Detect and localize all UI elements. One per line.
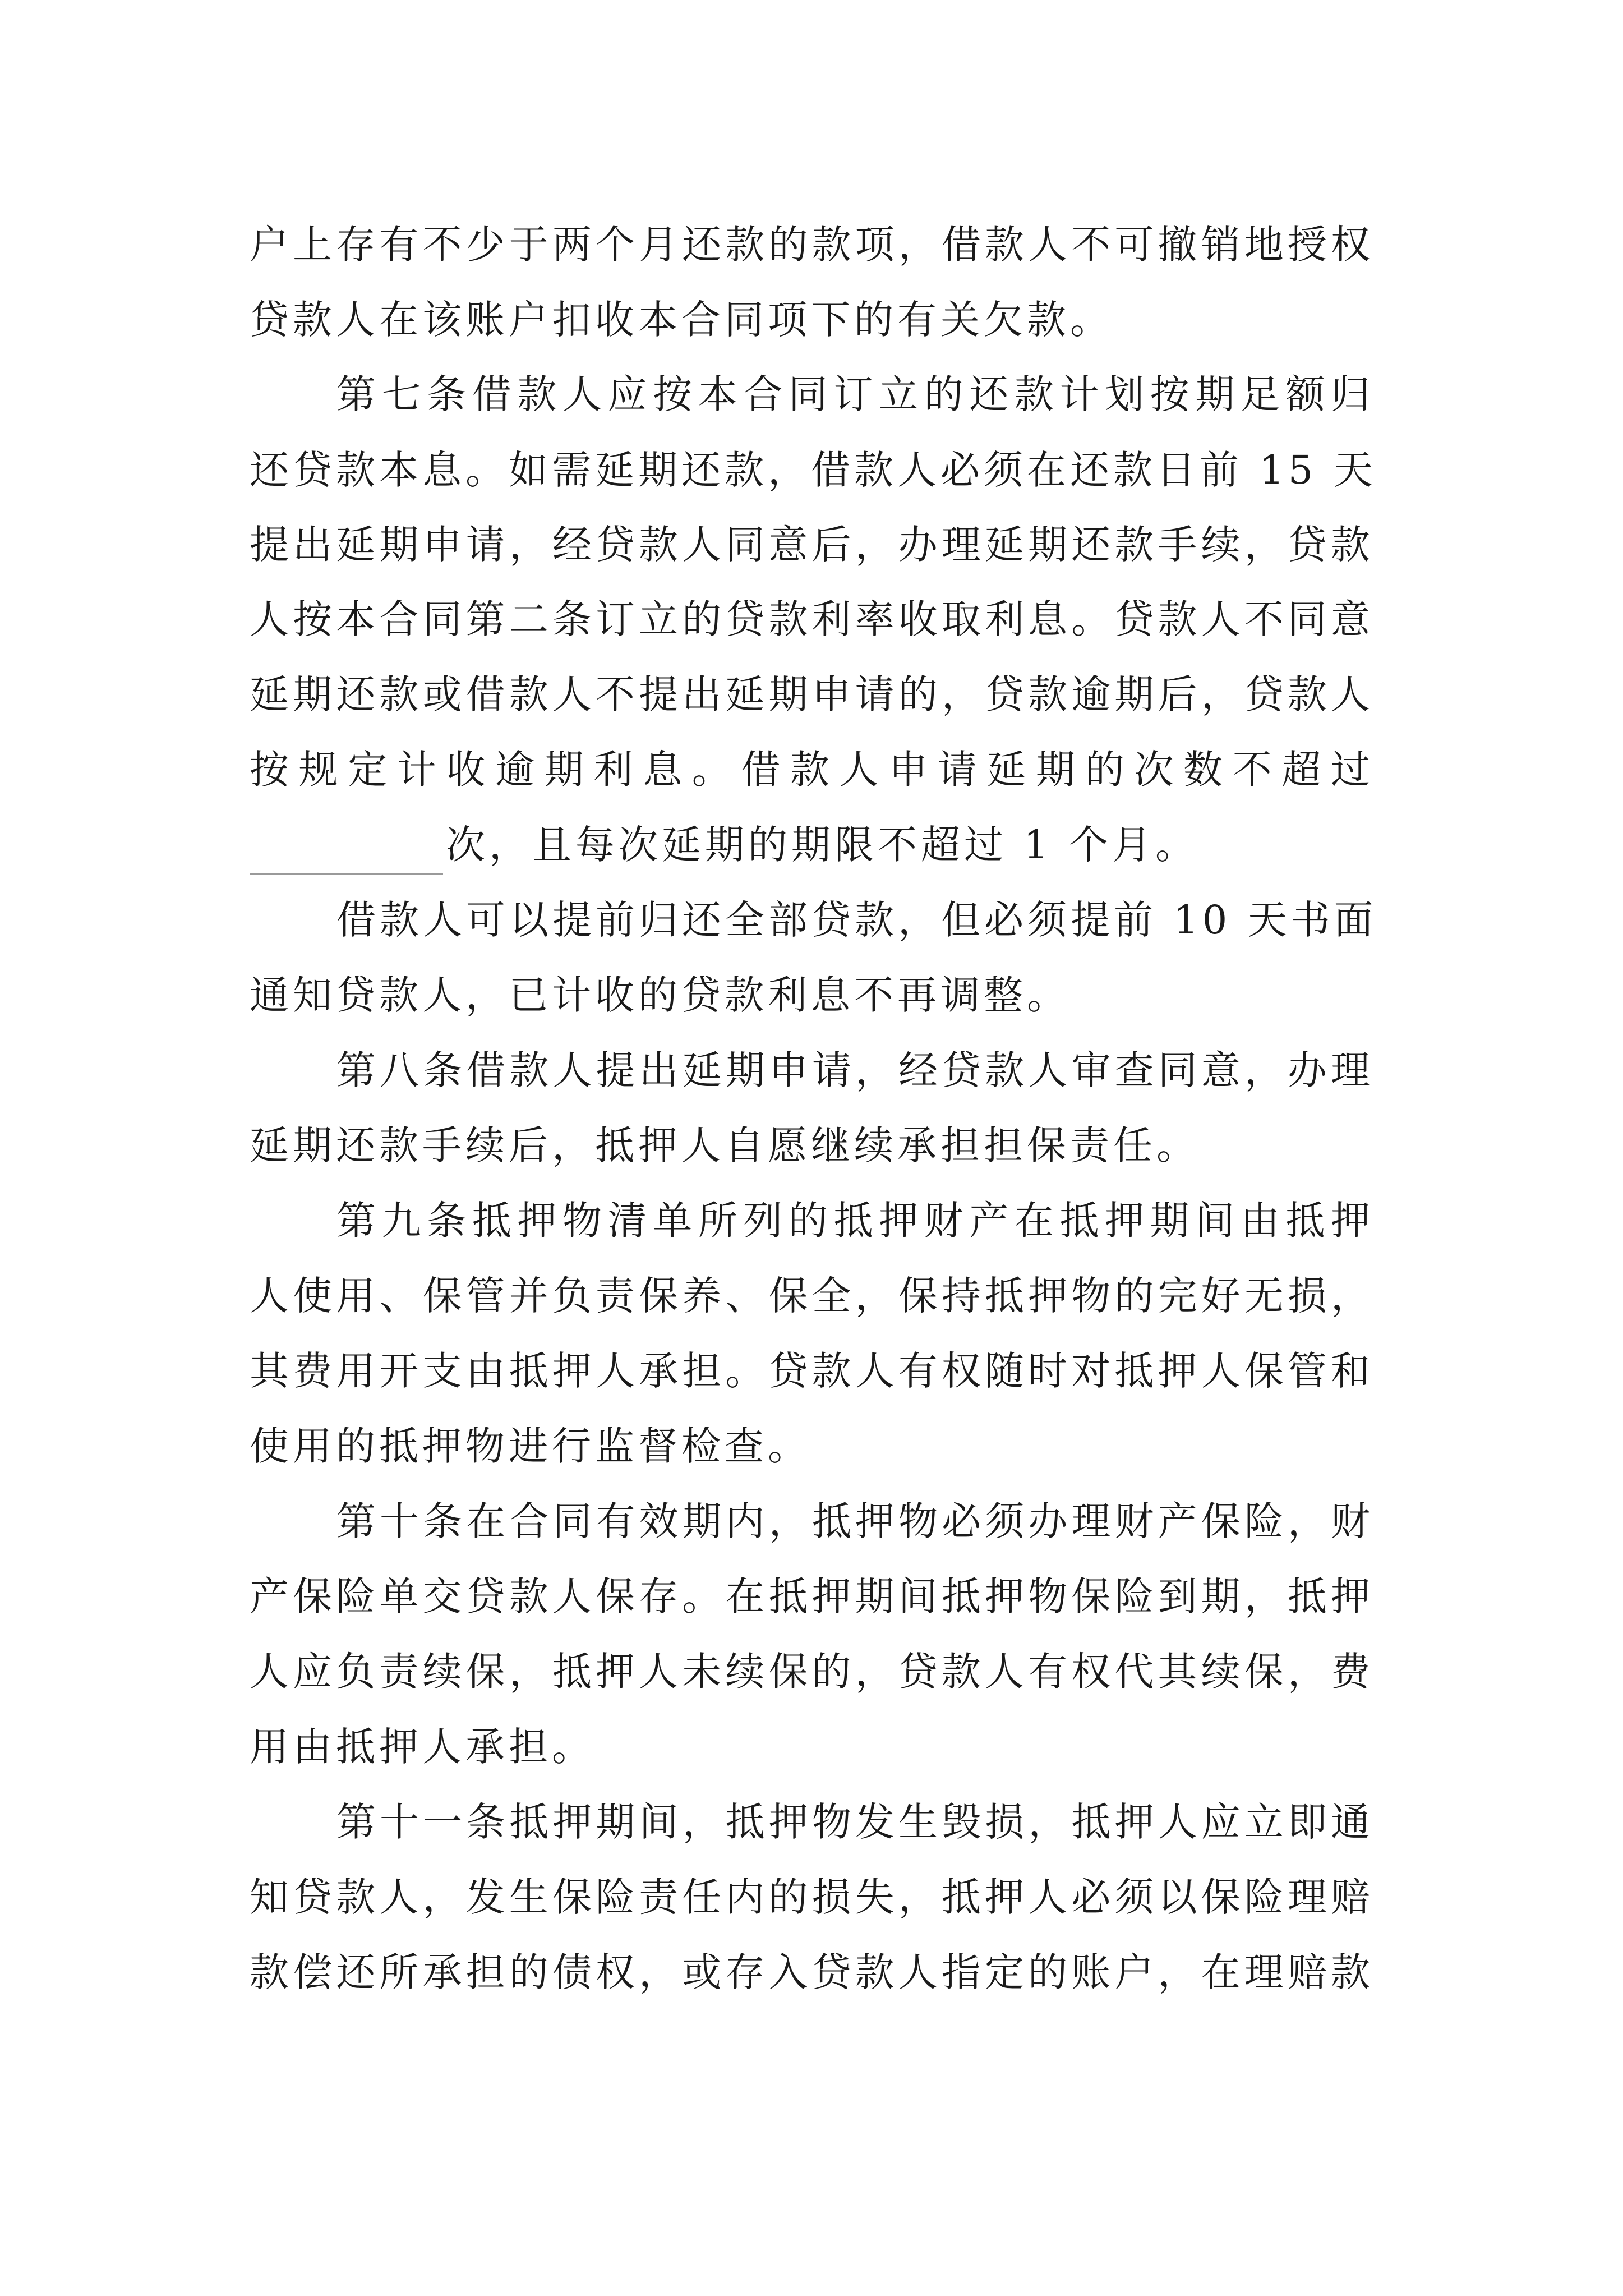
paragraph-first-line: 第七条借款人应按本合同订立的还款计划按期足额归 — [336, 371, 1374, 417]
text-line: 用由抵押人承担。 — [250, 1724, 595, 1770]
paragraph-first-line: 第十条在合同有效期内，抵押物必须办理财产保险，财 — [336, 1498, 1374, 1544]
text-line: 通知贷款人，已计收的贷款利息不再调整。 — [250, 972, 1070, 1018]
paragraph-first-line: 第十一条抵押期间，抵押物发生毁损，抵押人应立即通 — [336, 1799, 1374, 1845]
text-line: 其费用开支由抵押人承担。贷款人有权随时对抵押人保管和 — [250, 1348, 1374, 1394]
text-line: 人使用、保管并负责保养、保全，保持抵押物的完好无损， — [250, 1273, 1374, 1319]
text-line: 延期还款手续后，抵押人自愿继续承担担保责任。 — [250, 1122, 1200, 1168]
paragraph-first-line: 借款人可以提前归还全部贷款，但必须提前 10 天书面 — [336, 897, 1377, 943]
paragraph-first-line: 第八条借款人提出延期申请，经贷款人审查同意，办理 — [336, 1047, 1374, 1093]
paragraph-first-line: 第九条抵押物清单所列的抵押财产在抵押期间由抵押 — [336, 1198, 1374, 1244]
text-line: 使用的抵押物进行监督检查。 — [250, 1423, 811, 1469]
text-line: 还贷款本息。如需延期还款，借款人必须在还款日前 15 天 — [250, 447, 1377, 493]
text-line: 户上存有不少于两个月还款的款项，借款人不可撤销地授权 — [250, 222, 1374, 268]
text-line: 延期还款或借款人不提出延期申请的，贷款逾期后，贷款人 — [250, 671, 1374, 717]
text-line: 次，且每次延期的期限不超过 1 个月。 — [446, 822, 1199, 868]
text-line: 按规定计收逾期利息。借款人申请延期的次数不超过 — [250, 747, 1374, 793]
text-line: 贷款人在该账户扣收本合同项下的有关欠款。 — [250, 297, 1113, 343]
text-line: 款偿还所承担的债权，或存入贷款人指定的账户，在理赔款 — [250, 1949, 1374, 1995]
text-line: 提出延期申请，经贷款人同意后，办理延期还款手续，贷款 — [250, 522, 1374, 568]
text-line: 知贷款人，发生保险责任内的损失，抵押人必须以保险理赔 — [250, 1874, 1374, 1920]
text-line: 人应负责续保，抵押人未续保的，贷款人有权代其续保，费 — [250, 1649, 1374, 1695]
fill-in-blank — [250, 873, 443, 875]
text-line: 产保险单交贷款人保存。在抵押期间抵押物保险到期，抵押 — [250, 1573, 1374, 1619]
text-line: 人按本合同第二条订立的贷款利率收取利息。贷款人不同意 — [250, 596, 1374, 642]
